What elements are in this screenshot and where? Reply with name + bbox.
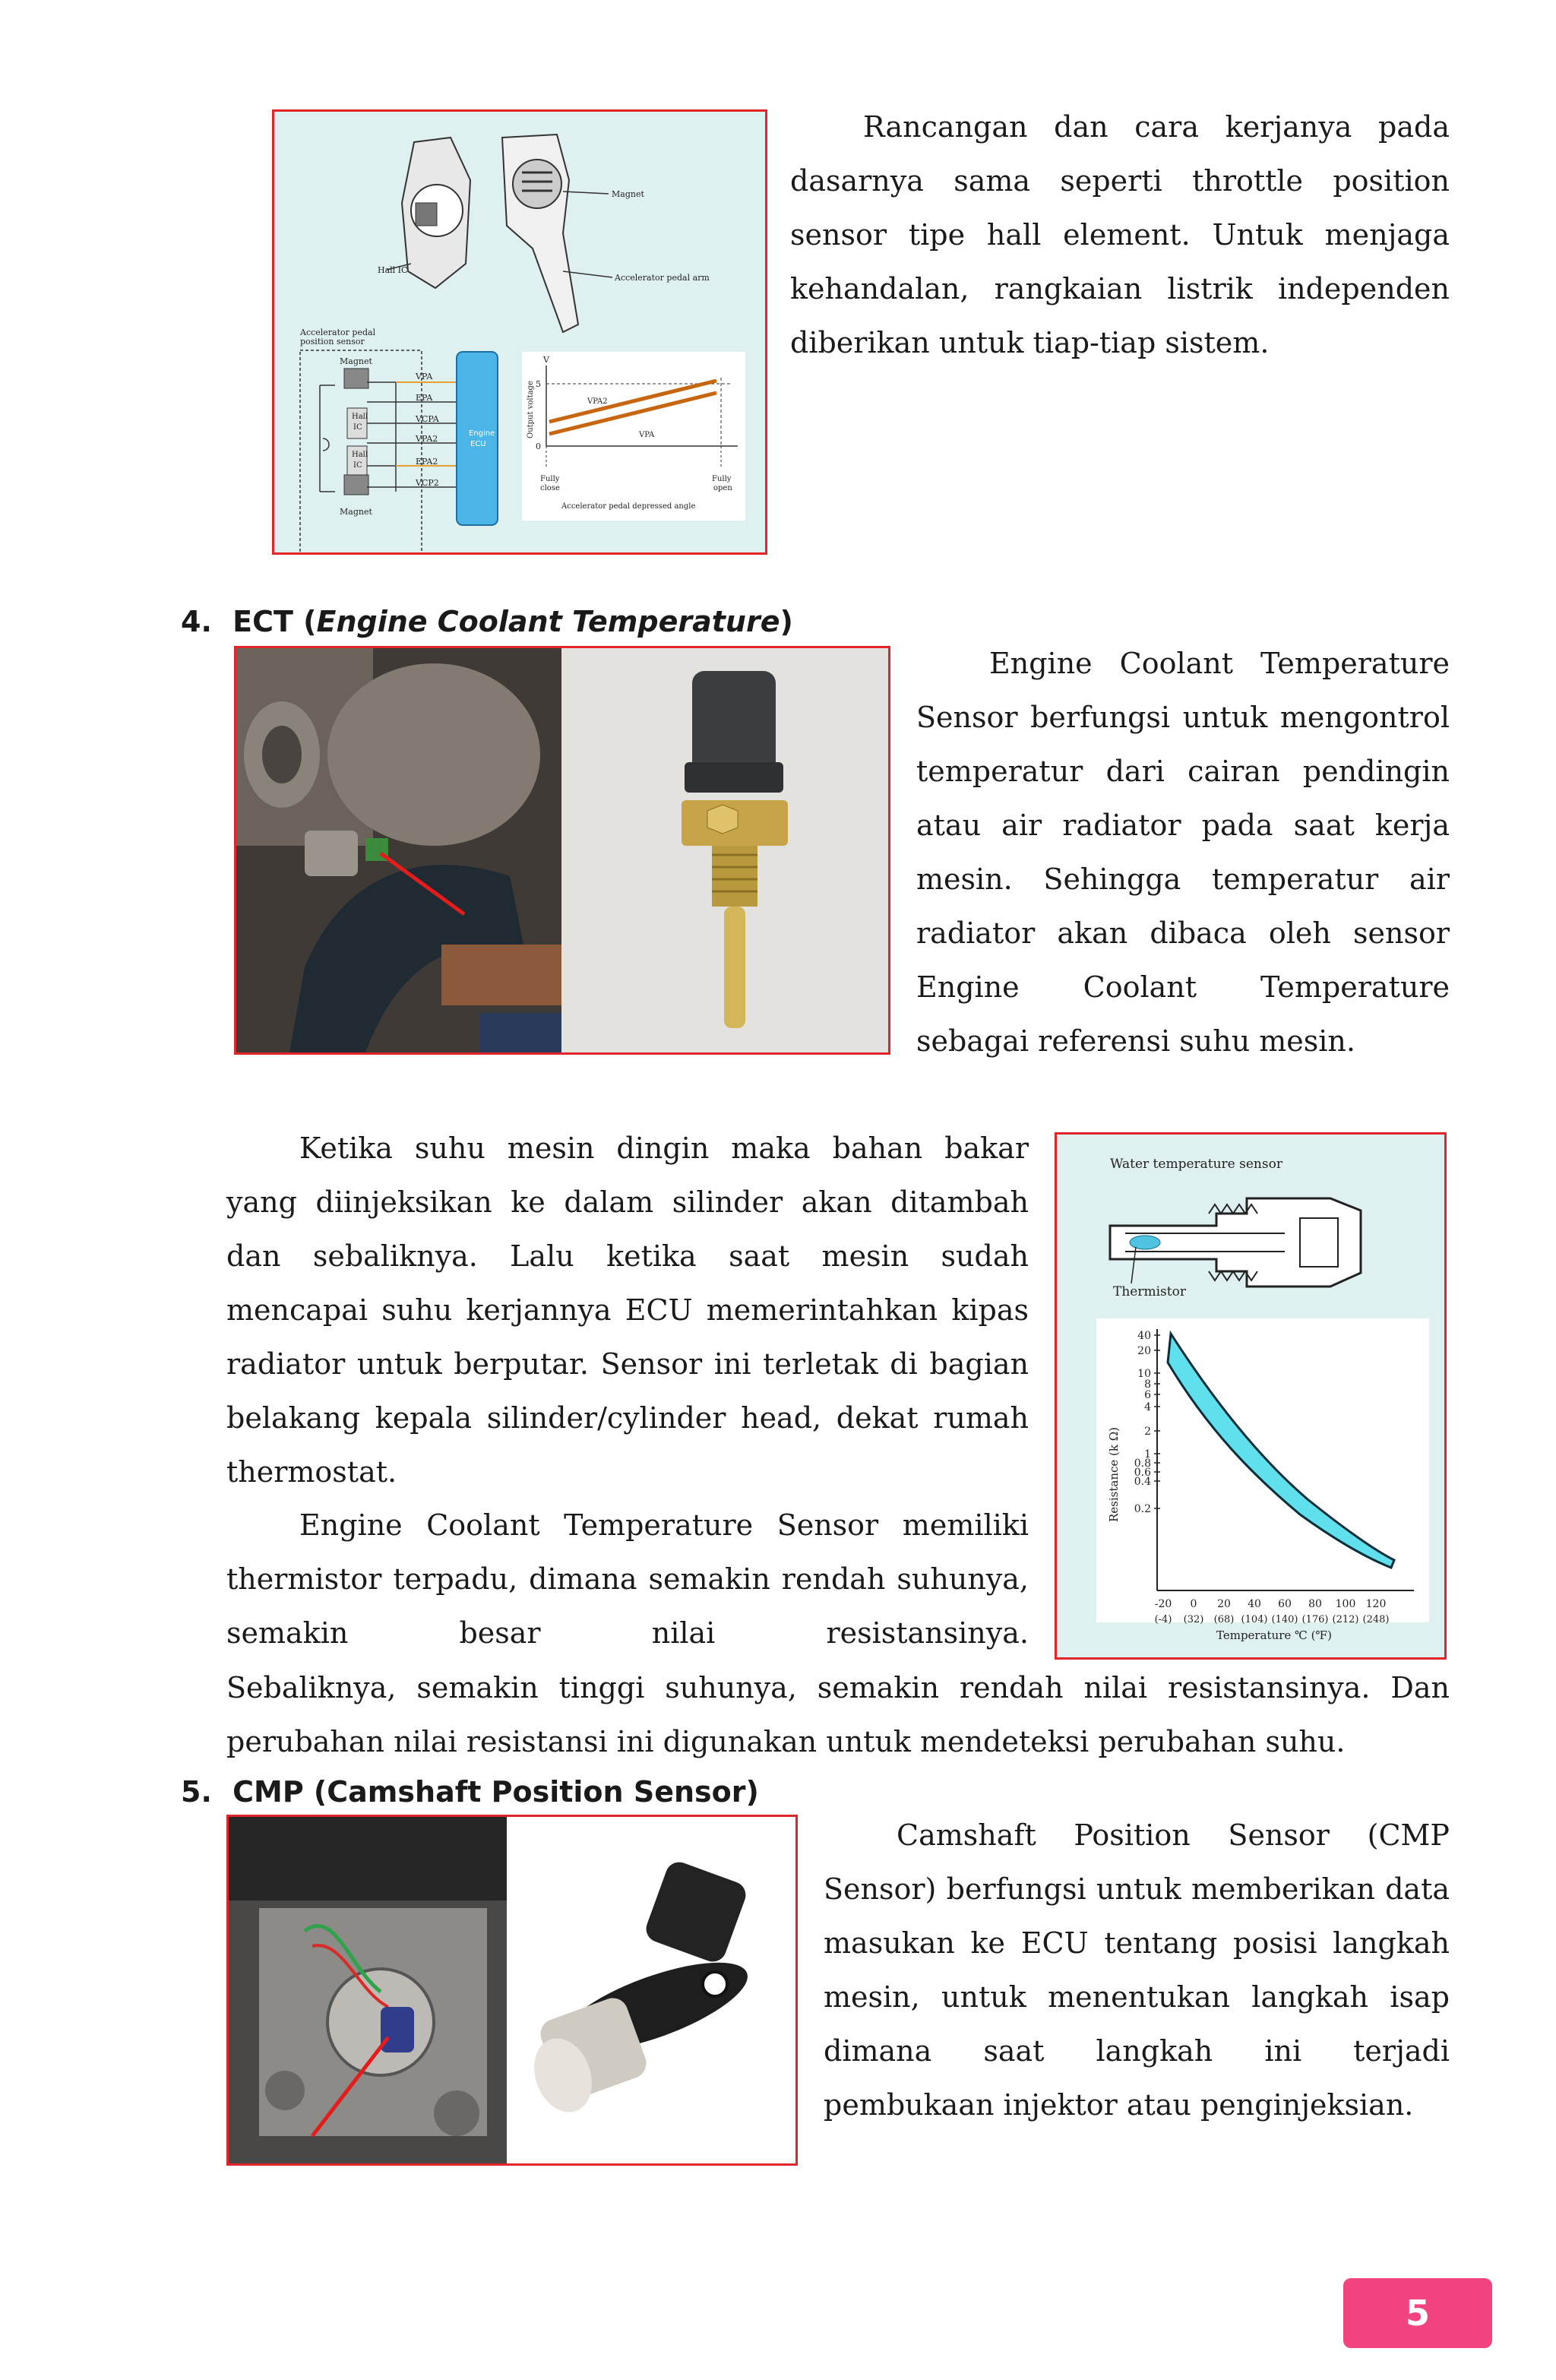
label-fully-close-1: Fully [540,475,560,483]
y-tick-label: 10 [1137,1368,1151,1380]
page-number-badge [1343,2278,1492,2348]
label-fully-open-2: open [713,484,732,492]
y-tick-label: 40 [1137,1330,1151,1342]
ect-heading-prefix: ECT ( [232,605,317,638]
x-tick-label-f: (68) [1213,1614,1235,1625]
label-pin-vpa: VPA [416,372,433,381]
x-tick-label-f: (176) [1301,1614,1329,1625]
y-tick-label: 8 [1144,1378,1151,1391]
engine-ecu-box [457,352,498,525]
x-tick-label-c: 20 [1217,1598,1231,1610]
x-tick-label-f: (248) [1362,1614,1390,1625]
label-pin-epa: EPA [416,393,433,403]
temperature-x-label: Temperature ℃ (℉) [1216,1628,1332,1642]
accelerator-pedal-sensor-figure [272,109,767,555]
ect-heading [181,605,793,638]
x-tick-label-c: 100 [1335,1598,1356,1610]
x-tick-label-f: (212) [1332,1614,1359,1625]
cmp-photo [229,1817,795,2163]
label-graph-v: V [543,355,549,365]
y-tick-label: 4 [1144,1401,1151,1413]
label-magnet-2: Magnet [340,507,372,517]
label-ecu-1: Engine [469,429,495,438]
y-tick-label: 0.2 [1134,1503,1151,1515]
ect-paragraph-3a: Engine Coolant Temperature Sensor memiliki thermistor terpadu, dimana semakin rendah suhunya, semakin besar nilai resistansinya. [226,1508,1029,1650]
output-voltage-graph [522,352,745,521]
x-tick-label-f: (-4) [1154,1614,1172,1625]
ect-photo-figure [234,646,890,1055]
water-temp-sensor-figure [1055,1132,1447,1660]
cmp-heading-text: CMP (Camshaft Position Sensor) [232,1775,759,1809]
cmp-heading [181,1775,759,1809]
y-tick-label: 1 [1144,1448,1151,1461]
y-tick-label: 2 [1144,1426,1151,1438]
thermistor-label: Thermistor [1113,1284,1186,1299]
label-magnet-top: Magnet [612,189,644,199]
x-tick-label-c: -20 [1154,1598,1172,1610]
label-graph-5: 5 [536,379,541,389]
ect-photo [236,648,888,1052]
label-pin-vcp2: VCP2 [416,478,439,488]
label-graph-xlabel: Accelerator pedal depressed angle [561,502,696,511]
y-tick-label: 20 [1137,1345,1151,1357]
x-tick-label-c: 0 [1190,1598,1197,1610]
label-sensor-title-1: Accelerator pedal [300,328,376,337]
top-paragraph: Rancangan dan cara kerjanya pada dasarnya sama seperti throttle position sensor tipe hall element. Untuk menjaga kehandalan, rangkaian listrik independen diberikan untuk tiap-tiap sistem. [790,110,1450,359]
x-tick-label-c: 40 [1248,1598,1261,1610]
label-pin-epa2: EPA2 [416,457,438,467]
ect-paragraph-3b: Sebaliknya, semakin tinggi suhunya, semakin rendah nilai resistansinya. Dan perubahan nilai resistansi ini digunakan untuk mendeteksi perubahan suhu. [226,1671,1450,1758]
ect-paragraph-1: Engine Coolant Temperature Sensor berfungsi untuk mengontrol temperatur dari cairan pendingin atau air radiator pada saat kerja mesin. Sehingga temperatur air radiator akan dibaca oleh sensor Engine Coolant Temperature sebagai referensi suhu mesin. [916,647,1450,1058]
ect-heading-suffix: ) [780,605,793,638]
x-tick-label-c: 60 [1278,1598,1292,1610]
ect-number: 4. [181,605,212,638]
label-magnet-1: Magnet [340,356,372,366]
y-tick-label: 0.4 [1134,1476,1151,1488]
label-pedal-arm: Accelerator pedal arm [615,273,710,283]
x-tick-label-c: 80 [1308,1598,1322,1610]
y-tick-label: 6 [1144,1389,1151,1401]
page-number: 5 [1405,2293,1430,2334]
label-hall-2: Hall [352,451,368,459]
water-temp-sensor-title: Water temperature sensor [1110,1157,1282,1172]
label-pin-vcpa: VCPA [416,414,439,424]
label-ecu-2: ECU [470,440,486,448]
x-tick-label-c: 120 [1365,1598,1387,1610]
ect-heading-italic: Engine Coolant Temperature [316,605,780,638]
label-graph-ylabel: Output voltage [527,381,535,438]
magnet-2 [344,475,368,495]
ect-paragraph-2: Ketika suhu mesin dingin maka bahan bakar yang diinjeksikan ke dalam silinder akan ditambah dan sebaliknya. Lalu ketika saat mesin sudah mencapai suhu kerjannya ECU memerintahkan kipas radiator untuk berputar. Sensor ini terletak di bagian belakang kepala silinder/cylinder head, dekat rumah thermostat. [226,1131,1029,1489]
label-graph-0: 0 [536,442,541,451]
label-pin-vpa2: VPA2 [416,434,438,444]
water-temp-sensor-diagram [1057,1135,1444,1657]
resistance-y-label: Resistance (k Ω) [1107,1426,1121,1522]
x-tick-label-f: (104) [1241,1614,1268,1625]
label-graph-vpa2: VPA2 [587,397,608,406]
accelerator-pedal-diagram [274,112,765,552]
label-hall-ic-top: Hall IC [378,265,408,275]
label-fully-open-1: Fully [712,475,732,483]
magnet-1 [344,369,368,388]
label-ic-2: IC [353,461,362,470]
label-graph-vpa: VPA [639,431,655,439]
x-tick-label-f: (140) [1271,1614,1298,1625]
label-hall-1: Hall [352,413,368,421]
cmp-number: 5. [181,1775,212,1809]
cmp-paragraph: Camshaft Position Sensor (CMP Sensor) berfungsi untuk memberikan data masukan ke ECU tentang posisi langkah mesin, untuk menentukan langkah isap dimana saat langkah ini terjadi pembukaan injektor atau penginjeksian. [824,1818,1450,2122]
thermistor-element [1130,1236,1160,1249]
y-tick-label: 0.6 [1134,1467,1151,1479]
cmp-photo-figure [226,1815,798,2166]
y-tick-label: 0.8 [1134,1457,1151,1470]
label-ic-1: IC [353,423,362,432]
label-fully-close-2: close [540,484,560,492]
x-tick-label-f: (32) [1183,1614,1204,1625]
label-sensor-title-2: position sensor [300,337,365,347]
